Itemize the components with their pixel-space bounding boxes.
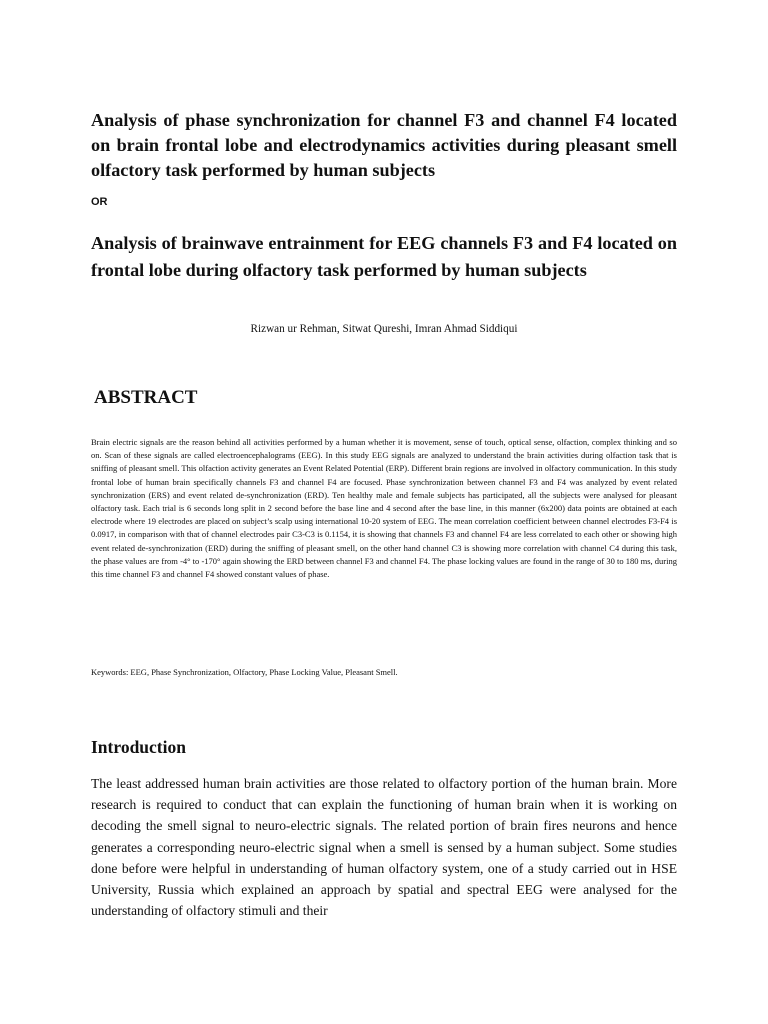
alternate-paper-title: Analysis of brainwave entrainment for EEG channels F3 and F4 located on frontal lobe during olfactory task performed by human subjects: [91, 233, 677, 280]
author-list: Rizwan ur Rehman, Sitwat Qureshi, Imran Ahmad Siddiqui: [250, 323, 518, 335]
introduction-text: The least addressed human brain activities are those related to olfactory portion of the human brain. More research is required to conduct that can explain the functioning of human brain when it is working on decoding the smell signal to neuro-electric signals. The related portion of brain fires neurons and hence generates a corresponding neuro-electric signal when a smell is sensed by a human subject. Some studies done before were helpful in understanding of human olfactory system, one of a study carried out in HSE University, Russia which explained an approach by spatial and spectral EEG were analysed for the understanding of olfactory stimuli and their: [91, 776, 677, 919]
abstract-heading: ABSTRACT: [94, 387, 198, 408]
paper-title: Analysis of phase synchronization for channel F3 and channel F4 located on brain frontal lobe and electrodynamics activities during pleasant smell olfactory task performed by human subjects: [91, 110, 677, 180]
or-separator: OR: [91, 196, 108, 208]
abstract-text: Brain electric signals are the reason behind all activities performed by a human whether it is movement, sense of touch, optical sense, olfaction, complex thinking and so on. Scan of these signals are called electroencephalograms (EEG). In this study EEG signals are analyzed to understand the brain activities during olfaction task that is sniffing of pleasant smell. This olfaction activity generates an Event Related Potential (ERP). Different brain regions are involved in olfactory communication. In this study frontal lobe of human brain specifically channels F3 and channel F4 are focused. Phase synchronization between channel F3 and F4 was analyzed by event related synchronization (ERS) and event related de-synchronization (ERD). Ten healthy male and female subjects has participated, all the subjects were analysed for pleasant olfactory task. Each trial is 6 seconds long split in 2 second before the base line and 4 second after the base line, in this manner (6x200) data points are obtained at each electrode where 19 electrodes are placed on subject’s scalp using international 10-20 system of EEG. The mean correlation coefficient between channel electrodes F3-F4 is 0.0917, in comparison with that of channel electrodes pair C3-C3 is 0.1154, it is showing that channels F3 and channel F4 are less correlated to each other or showing high event related de-synchronization (ERD) during the sniffing of pleasant smell, on the other hand channel C3 is showing more correlation with channel C4 during this task, the phase values are from -4° to -170° again showing the ERD between channel F3 and channel F4. The phase locking values are found in the range of 30 to 180 ms, during this time channel F3 and channel F4 showed constant values of phase.: [91, 437, 677, 580]
introduction-heading: Introduction: [91, 737, 186, 757]
keywords: Keywords: EEG, Phase Synchronization, Olfactory, Phase Locking Value, Pleasant Smell.: [91, 667, 398, 677]
